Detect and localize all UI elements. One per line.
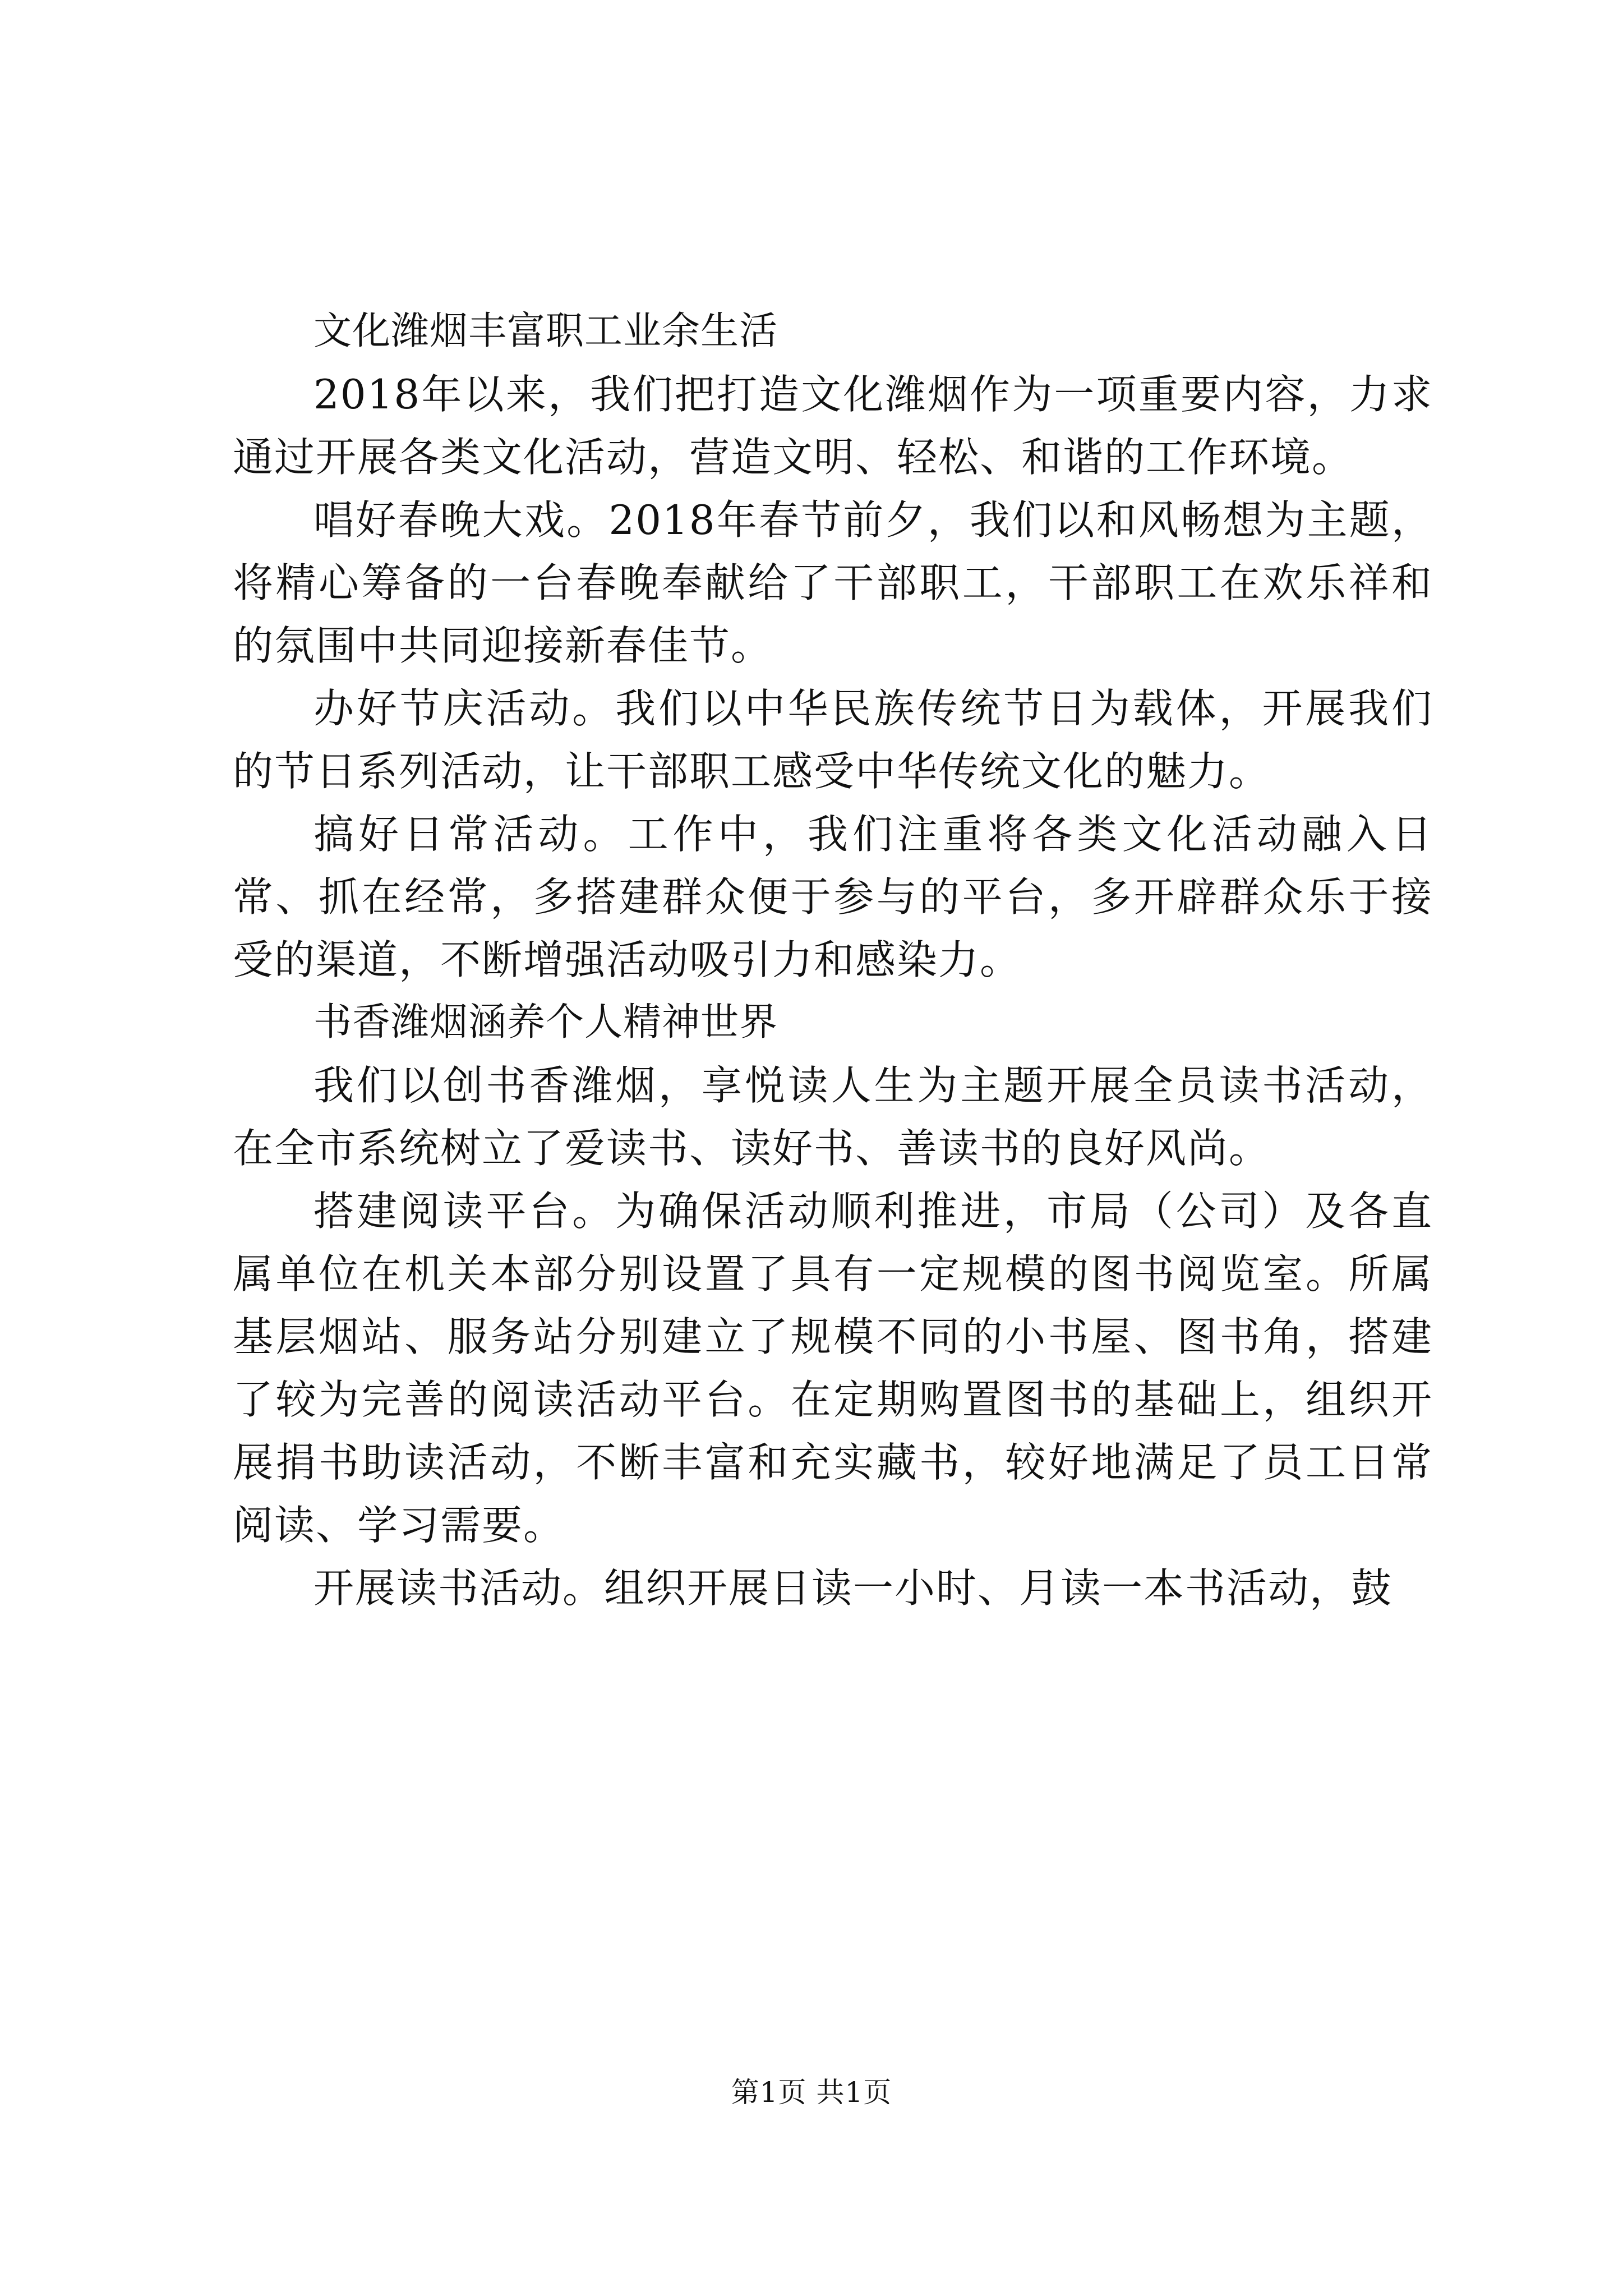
section-heading: 文化潍烟丰富职工业余生活 (313, 309, 778, 353)
paragraph: 办好节庆活动。我们以中华民族传统节日为载体，开展我们的节日系列活动，让干部职工感受中华传统文化的魅力。 (233, 685, 1433, 795)
paragraph: 搞好日常活动。工作中，我们注重将各类文化活动融入日常、抓在经常，多搭建群众便于参与的平台，多开辟群众乐于接受的渠道，不断增强活动吸引力和感染力。 (233, 811, 1433, 983)
paragraph: 唱好春晚大戏。2018年春节前夕，我们以和风畅想为主题，将精心筹备的一台春晚奉献给了干部职工，干部职工在欢乐祥和的氛围中共同迎接新春佳节。 (233, 496, 1433, 669)
paragraph: 开展读书活动。组织开展日读一小时、月读一本书活动，鼓 (313, 1565, 1393, 1612)
paragraph: 2018年以来，我们把打造文化潍烟作为一项重要内容，力求通过开展各类文化活动，营造文明、轻松、和谐的工作环境。 (233, 371, 1433, 481)
section-heading: 书香潍烟涵养个人精神世界 (313, 1000, 778, 1045)
page-footer: 第1页 共1页 (731, 2076, 892, 2109)
paragraph: 我们以创书香潍烟，享悦读人生为主题开展全员读书活动，在全市系统树立了爱读书、读好书、善读书的良好风尚。 (233, 1062, 1433, 1172)
document-body (233, 300, 1433, 1619)
paragraph: 搭建阅读平台。为确保活动顺利推进，市局（公司）及各直属单位在机关本部分别设置了具有一定规模的图书阅览室。所属基层烟站、服务站分别建立了规模不同的小书屋、图书角，搭建了较为完善的阅读活动平台。在定期购置图书的基础上，组织开展捐书助读活动，不断丰富和充实藏书，较好地满足了员工日常阅读、学习需要。 (233, 1188, 1433, 1549)
